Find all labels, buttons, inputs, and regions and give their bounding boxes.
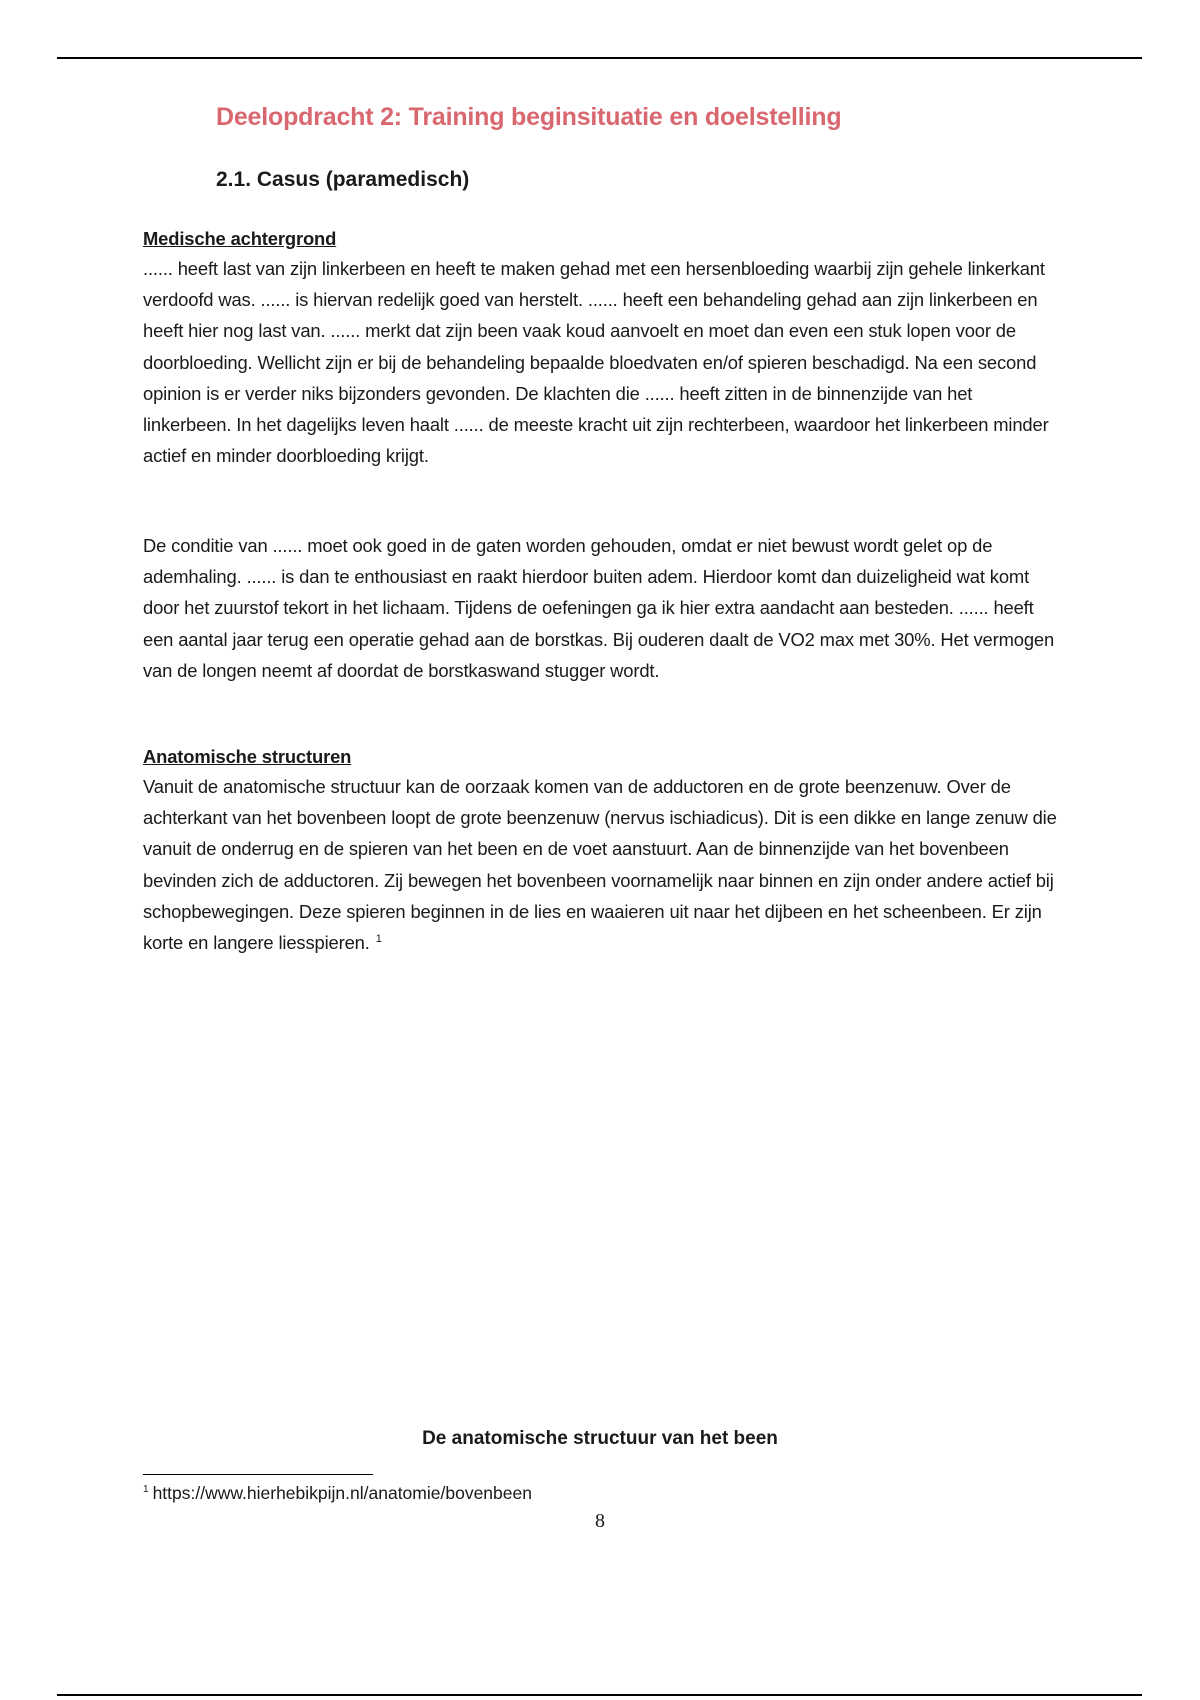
anatomy-title: Anatomische structuren xyxy=(143,746,352,767)
medical-background-title: Medische achtergrond xyxy=(143,228,337,249)
footnote xyxy=(143,1483,532,1504)
footnote-separator xyxy=(143,1474,373,1475)
medical-background-section xyxy=(143,225,1063,471)
page-heading: Deelopdracht 2: Training beginsituatie en doelstelling xyxy=(216,103,842,131)
footnote-number: 1 xyxy=(143,1484,149,1496)
figure-caption: De anatomische structuur van het been xyxy=(422,1428,778,1449)
anatomy-paragraph xyxy=(143,771,1063,958)
bottom-rule xyxy=(57,1694,1142,1696)
footnote-link[interactable]: https://www.hierhebikpijn.nl/anatomie/bovenbeen xyxy=(152,1483,532,1503)
section-subheading: 2.1. Casus (paramedisch) xyxy=(216,168,470,191)
page-number: 8 xyxy=(595,1510,605,1532)
medical-background-paragraph: ...... heeft last van zijn linkerbeen en heeft te maken gehad met een hersenbloeding waarbij zijn gehele linkerkant verdoofd was. ...... is hiervan redelijk goed van herstelt. ...... heeft een behandeling gehad aan zijn linkerbeen en heeft hier nog last van. ...... merkt dat zijn been vaak koud aanvoelt en moet dan even een stuk lopen voor de doorbloeding. Wellicht zijn er bij de behandeling bepaalde bloedvaten en/of spieren beschadigd. Na een second opinion is er verder niks bijzonders gevonden. De klachten die ...... heeft zitten in de binnenzijde van het linkerbeen. In het dagelijks leven haalt ...... de meeste kracht uit zijn rechterbeen, waardoor het linkerbeen minder actief en minder doorbloeding krijgt. xyxy=(143,258,1049,467)
condition-paragraph: De conditie van ...... moet ook goed in de gaten worden gehouden, omdat er niet bewust wordt gelet op de ademhaling. ...... is dan te enthousiast en raakt hierdoor buiten adem. Hierdoor komt dan duizeligheid wat komt door het zuurstof tekort in het lichaam. Tijdens de oefeningen ga ik hier extra aandacht aan besteden. ...... heeft een aantal jaar terug een operatie gehad aan de borstkas. Bij ouderen daalt de VO2 max met 30%. Het vermogen van de longen neemt af doordat de borstkaswand stugger wordt. xyxy=(143,535,1055,681)
top-rule xyxy=(57,57,1142,59)
footnote-reference[interactable]: 1 xyxy=(375,932,382,945)
anatomy-section xyxy=(143,743,1063,958)
anatomy-paragraph-text: Vanuit de anatomische structuur kan de oorzaak komen van de adductoren en de grote beenzenuw. Over de achterkant van het bovenbeen loopt de grote beenzenuw (nervus ischiadicus). Dit is een dikke en lange zenuw die vanuit de onderrug en de spieren van het been en de voet aanstuurt. Aan de binnenzijde van het bovenbeen bevinden zich de adductoren. Zij bewegen het bovenbeen voornamelijk naar binnen en zijn onder andere actief bij schopbewegingen. Deze spieren beginnen in de lies en waaieren uit naar het dijbeen en het scheenbeen. Er zijn korte en langere liesspieren. xyxy=(143,776,1057,954)
